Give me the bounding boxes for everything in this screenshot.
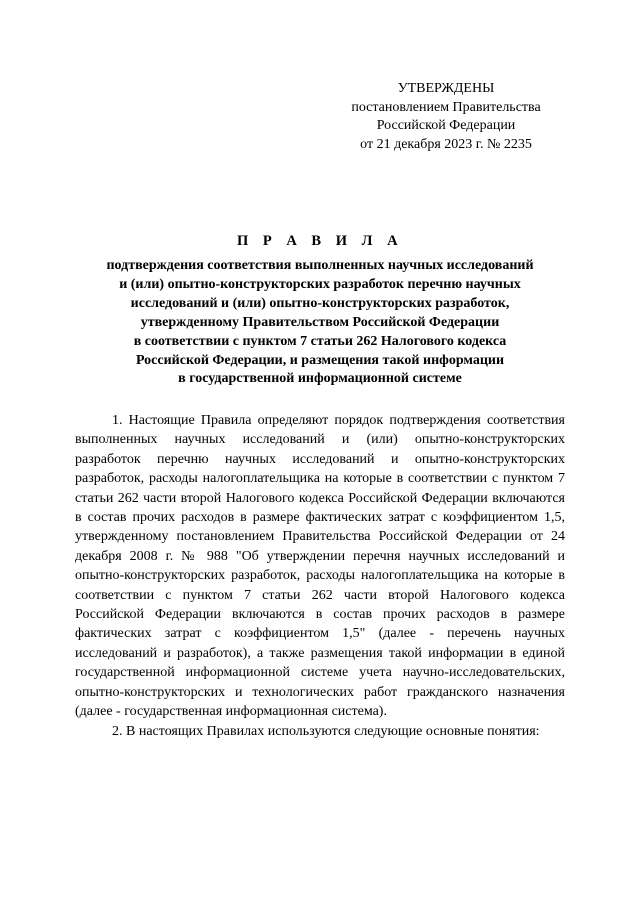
subtitle-line: и (или) опытно-конструкторских разработок перечню научных [119, 276, 521, 292]
rules-subtitle [60, 257, 580, 389]
approval-line-3: от 21 декабря 2023 г. № 2235 [360, 136, 532, 152]
subtitle-line: в государственной информационной системе [178, 371, 462, 387]
approval-line-1: постановлением Правительства [351, 99, 541, 115]
approval-block [330, 80, 562, 154]
subtitle-line: Российской Федерации, и размещения такой информации [135, 352, 505, 368]
paragraph-1: 1. Настоящие Правила определяют порядок подтверждения соответствия выполненных научных исследований и (или) опытно-конструкторских разработок перечню научных исследований и опытно-конструкторских разработок, расходы налогоплательщика на которые в соответствии с пунктом 7 статьи 262 части второй Налогового кодекса Российской Федерации включаются в состав прочих расходов в размере фактических затрат с коэффициентом 1,5, утвержденному постановлением Правительства Российской Федерации от 24 декабря 2008 г. № 988 "Об утверждении перечня научных исследований и опытно-конструкторских разработок, расходы налогоплательщика на которые в соответствии с пунктом 7 статьи 262 части второй Налогового кодекса Российской Федерации включаются в состав прочих расходов в размере фактических затрат с коэффициентом 1,5" (далее - перечень научных исследований и разработок), а также размещения такой информации в единой государственной информационной системе учета научно-исследовательских, опытно-конструкторских и технологических работ гражданского назначения (далее - государственная информационная система). [75, 413, 565, 720]
rules-title: П Р А В И Л А [236, 233, 404, 249]
paragraph-2: 2. В настоящих Правилах используются следующие основные понятия: [112, 723, 540, 739]
subtitle-line: подтверждения соответствия выполненных научных исследований [106, 258, 534, 273]
subtitle-line: в соответствии с пунктом 7 статьи 262 Налогового кодекса [133, 333, 507, 349]
subtitle-line: утвержденному Правительством Российской Федерации [140, 314, 500, 330]
document-body [75, 411, 565, 741]
approval-title: УТВЕРЖДЕНЫ [397, 81, 495, 96]
approval-line-2: Российской Федерации [376, 118, 516, 133]
subtitle-line: исследований и (или) опытно-конструкторских разработок, [130, 295, 510, 311]
